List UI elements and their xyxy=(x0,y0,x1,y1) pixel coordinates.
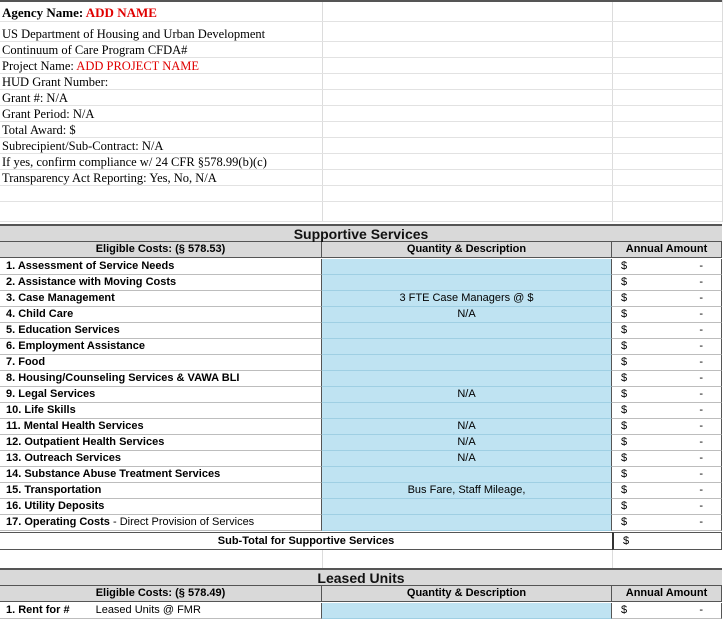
table-row xyxy=(0,499,722,515)
amount-value: - xyxy=(699,292,703,304)
section-title: Supportive Services xyxy=(0,224,722,242)
dollar-sign: $ xyxy=(621,452,628,464)
gridline xyxy=(322,550,323,568)
quantity-description-input[interactable] xyxy=(322,339,612,355)
header-row xyxy=(0,170,722,186)
total-award: Total Award: $ xyxy=(2,123,76,137)
program: Continuum of Care Program CFDA# xyxy=(2,43,188,57)
table-row xyxy=(0,259,722,275)
amount-value: - xyxy=(699,404,703,416)
amount-value: - xyxy=(699,356,703,368)
cost-item-name xyxy=(0,371,322,387)
amount-value: - xyxy=(699,324,703,336)
transparency: Transparency Act Reporting: Yes, No, N/A xyxy=(2,171,217,185)
header-row xyxy=(0,106,722,122)
amount-value: - xyxy=(699,372,703,384)
quantity-description-input[interactable] xyxy=(322,259,612,275)
cost-item-label: 6. Employment Assistance xyxy=(6,340,145,352)
dollar-sign: $ xyxy=(621,372,628,384)
dollar-sign: $ xyxy=(621,420,628,432)
dollar-sign: $ xyxy=(621,468,628,480)
table-row xyxy=(0,339,722,355)
table-row xyxy=(0,307,722,323)
cost-item-label: 9. Legal Services xyxy=(6,388,96,400)
table-row xyxy=(0,515,722,531)
quantity-description-input[interactable]: Bus Fare, Staff Mileage, xyxy=(322,483,612,499)
amount-value: - xyxy=(699,388,703,400)
cost-item-label: 2. Assistance with Moving Costs xyxy=(6,276,177,288)
subtotal-row xyxy=(0,532,722,550)
amount-value: - xyxy=(699,484,703,496)
amount-value: - xyxy=(699,276,703,288)
subtotal-label: Sub-Total for Supportive Services xyxy=(0,532,612,550)
agency-label: Agency Name: xyxy=(2,5,84,20)
dollar-sign: $ xyxy=(621,388,628,400)
dollar-sign: $ xyxy=(621,260,628,272)
quantity-description-input[interactable]: 3 FTE Case Managers @ $ xyxy=(322,291,612,307)
dollar-sign: $ xyxy=(621,484,628,496)
annual-amount-cell[interactable] xyxy=(612,451,722,467)
table-row xyxy=(0,483,722,499)
cost-item-label: 4. Child Care xyxy=(6,308,74,320)
cost-item-name xyxy=(0,403,322,419)
annual-amount-cell[interactable] xyxy=(612,275,722,291)
cost-item-name xyxy=(0,323,322,339)
quantity-description-input[interactable] xyxy=(322,499,612,515)
annual-amount-cell[interactable] xyxy=(612,259,722,275)
quantity-description-input[interactable]: N/A xyxy=(322,451,612,467)
cost-item-name xyxy=(0,291,322,307)
cost-item-label: 1. Assessment of Service Needs xyxy=(6,260,175,272)
header-row xyxy=(0,154,722,170)
project-label: Project Name: xyxy=(2,59,74,73)
project-name xyxy=(2,58,199,74)
annual-amount-cell[interactable] xyxy=(612,339,722,355)
column-header-eligible: Eligible Costs: (§ 578.53) xyxy=(0,242,322,258)
annual-amount-cell[interactable] xyxy=(612,403,722,419)
quantity-description-input[interactable] xyxy=(322,467,612,483)
cost-item-label: 15. Transportation xyxy=(6,484,102,496)
table-row xyxy=(0,467,722,483)
gridline xyxy=(722,0,723,222)
compliance: If yes, confirm compliance w/ 24 CFR §578.99(b)(c) xyxy=(2,155,267,169)
annual-amount-cell[interactable] xyxy=(612,355,722,371)
cost-item-label: 10. Life Skills xyxy=(6,404,76,416)
section-title: Leased Units xyxy=(0,568,722,586)
grant-period: Grant Period: N/A xyxy=(2,107,95,121)
amount-value: - xyxy=(699,340,703,352)
gridline xyxy=(612,550,613,568)
column-header-amount: Annual Amount xyxy=(612,586,722,602)
header-row xyxy=(0,42,722,58)
agency-value: ADD NAME xyxy=(85,5,157,20)
header-row xyxy=(0,202,722,222)
quantity-description-input[interactable] xyxy=(322,603,612,619)
header-row xyxy=(0,186,722,202)
cost-item-label: 12. Outpatient Health Services xyxy=(6,436,165,448)
quantity-description-input[interactable] xyxy=(322,323,612,339)
annual-amount-cell[interactable] xyxy=(612,291,722,307)
dollar-sign: $ xyxy=(621,516,628,528)
amount-value: - xyxy=(699,420,703,432)
annual-amount-cell[interactable] xyxy=(612,387,722,403)
cost-item-name xyxy=(0,275,322,291)
annual-amount-cell[interactable] xyxy=(612,515,722,531)
cost-item-name xyxy=(0,419,322,435)
quantity-description-input[interactable]: N/A xyxy=(322,419,612,435)
amount-value: - xyxy=(699,468,703,480)
cost-item-label: 11. Mental Health Services xyxy=(6,420,144,432)
amount-value: - xyxy=(699,436,703,448)
annual-amount-cell[interactable] xyxy=(612,435,722,451)
department: US Department of Housing and Urban Development xyxy=(2,27,266,41)
table-row xyxy=(0,603,722,619)
cost-item-name xyxy=(0,387,322,403)
dollar-sign: $ xyxy=(621,604,628,616)
cost-item-label: 16. Utility Deposits xyxy=(6,500,105,512)
cost-item-name xyxy=(0,467,322,483)
table-row xyxy=(0,323,722,339)
quantity-description-input[interactable] xyxy=(322,275,612,291)
column-header-eligible: Eligible Costs: (§ 578.49) xyxy=(0,586,322,602)
table-row xyxy=(0,451,722,467)
cost-item-label: 3. Case Management xyxy=(6,292,115,304)
dollar-sign: $ xyxy=(623,535,630,547)
annual-amount-cell[interactable] xyxy=(612,419,722,435)
amount-value: - xyxy=(699,604,703,616)
header-row xyxy=(0,58,722,74)
table-row xyxy=(0,371,722,387)
annual-amount-cell[interactable] xyxy=(612,307,722,323)
cost-item-label: 17. Operating Costs xyxy=(6,516,110,528)
cost-item-name xyxy=(0,339,322,355)
table-row xyxy=(0,291,722,307)
subtotal-amount[interactable] xyxy=(612,532,722,550)
annual-amount-cell[interactable] xyxy=(612,603,722,619)
quantity-description-input[interactable]: N/A xyxy=(322,435,612,451)
quantity-description-input[interactable]: N/A xyxy=(322,387,612,403)
agency-name xyxy=(2,5,157,21)
cost-item-name xyxy=(0,483,322,499)
annual-amount-cell[interactable] xyxy=(612,483,722,499)
table-row xyxy=(0,419,722,435)
column-header-amount: Annual Amount xyxy=(612,242,722,258)
dollar-sign: $ xyxy=(621,276,628,288)
annual-amount-cell[interactable] xyxy=(612,467,722,483)
cost-item-name xyxy=(0,435,322,451)
table-row xyxy=(0,403,722,419)
cost-item-label: 14. Substance Abuse Treatment Services xyxy=(6,468,221,480)
amount-value: - xyxy=(699,500,703,512)
cost-item-name xyxy=(0,307,322,323)
table-row xyxy=(0,355,722,371)
cost-item-name xyxy=(0,499,322,515)
dollar-sign: $ xyxy=(621,308,628,320)
cost-item-suffix: - Direct Provision of Services xyxy=(109,516,255,528)
annual-amount-cell[interactable] xyxy=(612,499,722,515)
amount-value: - xyxy=(699,260,703,272)
dollar-sign: $ xyxy=(621,500,628,512)
annual-amount-cell[interactable] xyxy=(612,323,722,339)
annual-amount-cell[interactable] xyxy=(612,371,722,387)
cost-item-label: 5. Education Services xyxy=(6,324,120,336)
cost-item-label: 13. Outreach Services xyxy=(6,452,121,464)
cost-item-name xyxy=(0,603,322,619)
quantity-description-input[interactable]: N/A xyxy=(322,307,612,323)
cost-item-name xyxy=(0,259,322,275)
quantity-description-input[interactable] xyxy=(322,355,612,371)
amount-value: - xyxy=(699,516,703,528)
amount-value: - xyxy=(699,308,703,320)
cost-item-label: 8. Housing/Counseling Services & VAWA BLI xyxy=(6,372,240,384)
dollar-sign: $ xyxy=(621,292,628,304)
subrecipient: Subrecipient/Sub-Contract: N/A xyxy=(2,139,164,153)
dollar-sign: $ xyxy=(621,356,628,368)
dollar-sign: $ xyxy=(621,436,628,448)
table-row xyxy=(0,435,722,451)
header-row xyxy=(0,74,722,90)
quantity-description-input[interactable] xyxy=(322,371,612,387)
cost-item-name xyxy=(0,451,322,467)
table-row xyxy=(0,275,722,291)
cost-item-name xyxy=(0,515,322,531)
grant-number: Grant #: N/A xyxy=(2,91,68,105)
table-row xyxy=(0,387,722,403)
dollar-sign: $ xyxy=(621,404,628,416)
quantity-description-input[interactable] xyxy=(322,515,612,531)
cost-item-suffix: Leased Units @ FMR xyxy=(95,604,201,616)
quantity-description-input[interactable] xyxy=(322,403,612,419)
column-header-quantity: Quantity & Description xyxy=(322,242,612,258)
hud-grant-number: HUD Grant Number: xyxy=(2,75,109,89)
dollar-sign: $ xyxy=(621,340,628,352)
project-value: ADD PROJECT NAME xyxy=(76,59,199,73)
header-row xyxy=(0,22,722,42)
header-row xyxy=(0,122,722,138)
cost-item-label: 1. Rent for # xyxy=(6,604,70,616)
dollar-sign: $ xyxy=(621,324,628,336)
header-row xyxy=(0,90,722,106)
column-header-quantity: Quantity & Description xyxy=(322,586,612,602)
cost-item-name xyxy=(0,355,322,371)
amount-value: - xyxy=(699,452,703,464)
header-row xyxy=(0,0,722,22)
header-row xyxy=(0,138,722,154)
cost-item-label: 7. Food xyxy=(6,356,46,368)
